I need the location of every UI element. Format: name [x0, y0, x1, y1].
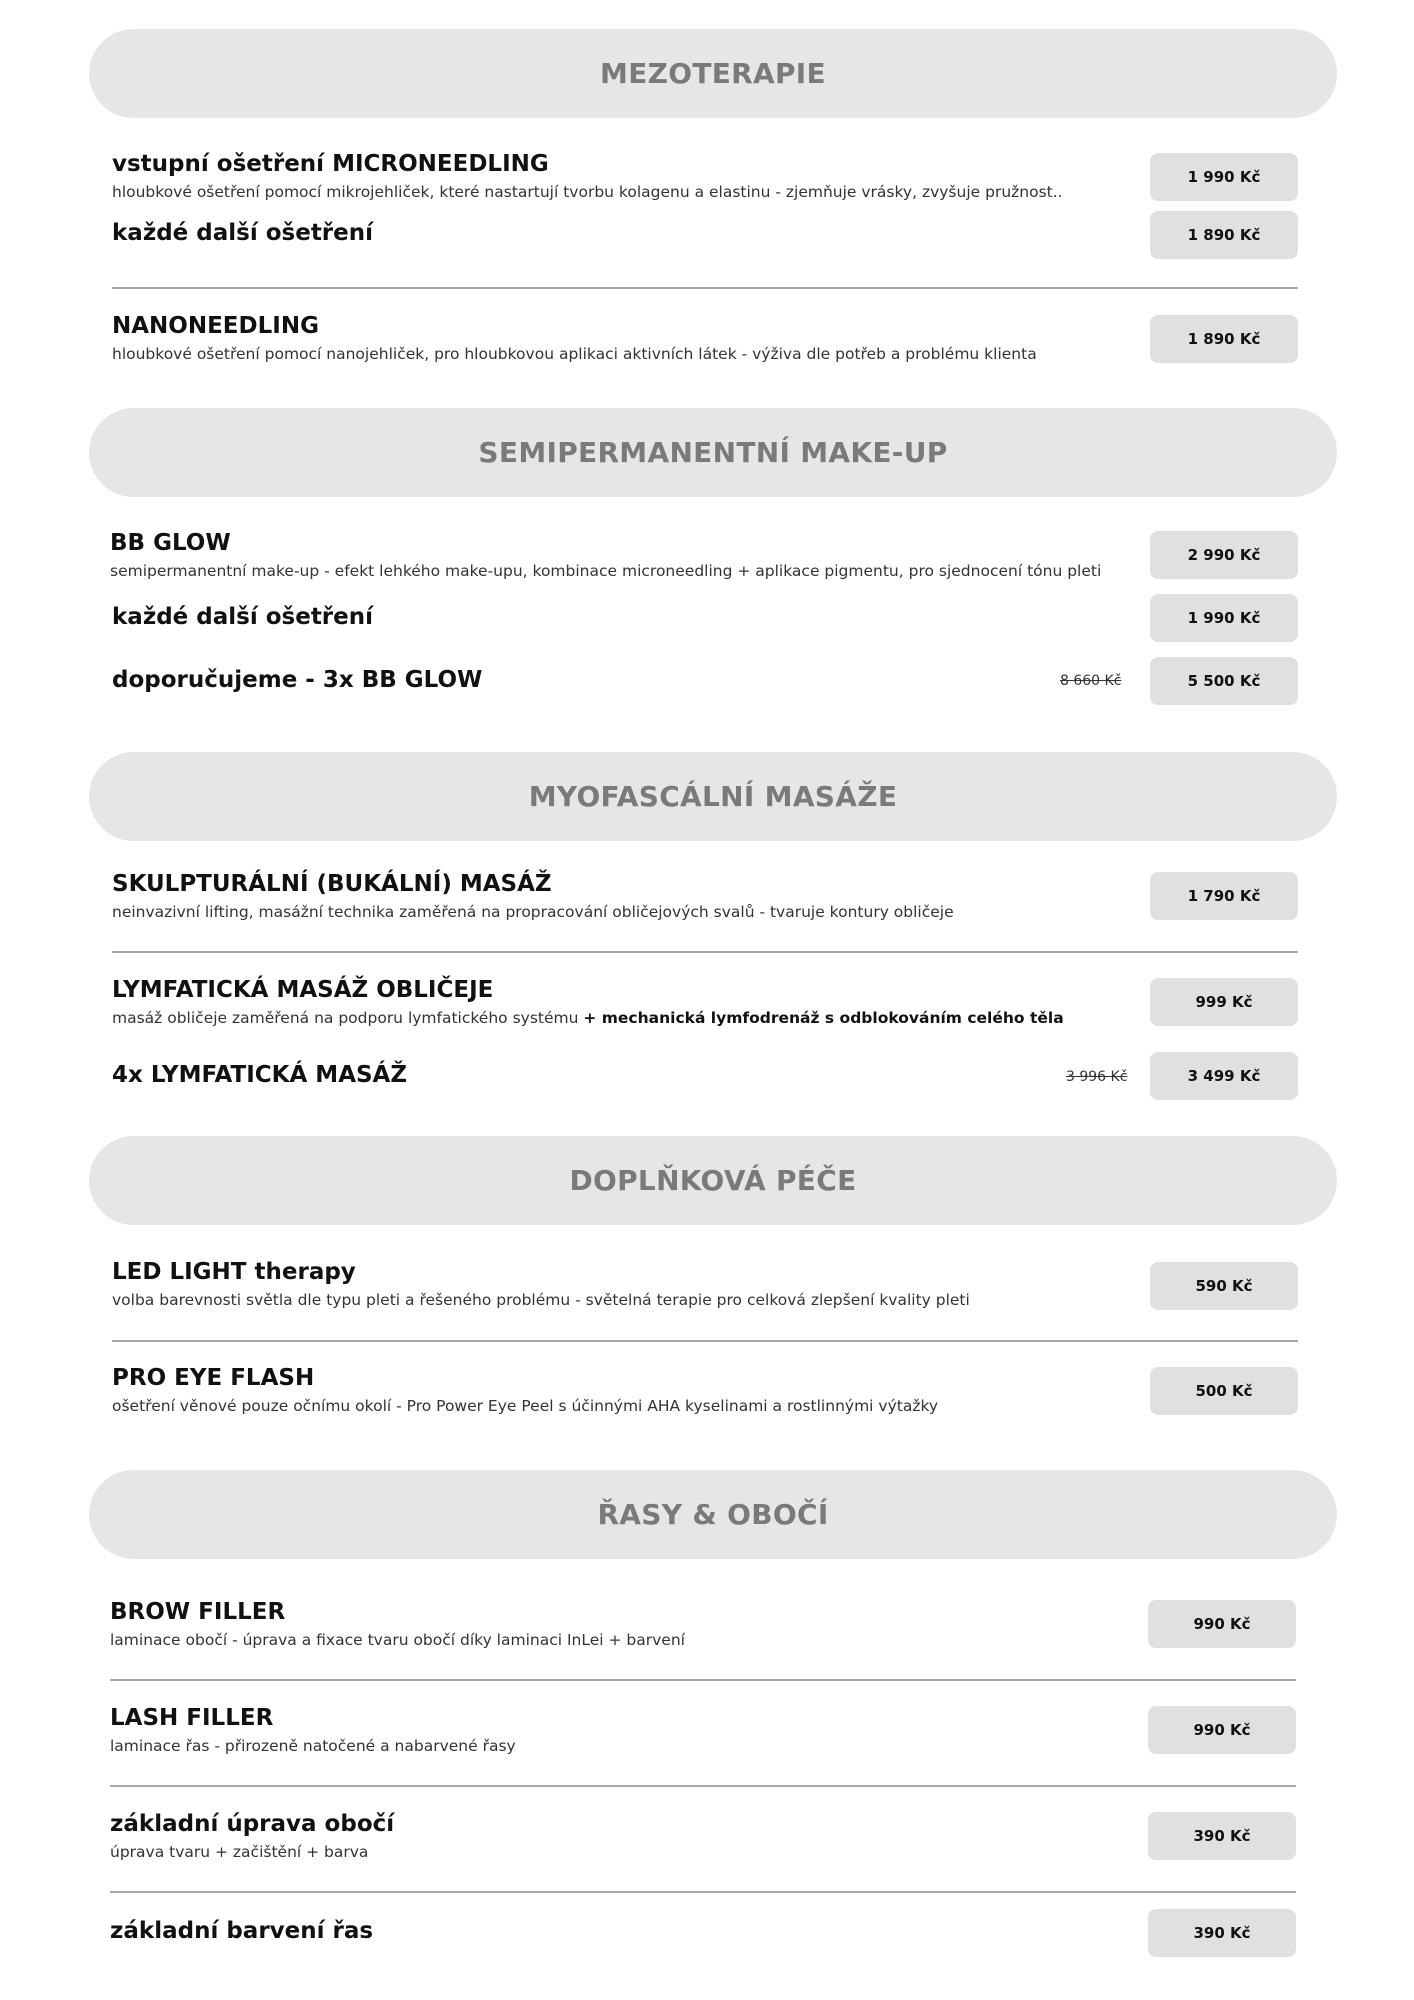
item-title-microneedling-next: každé další ošetření [112, 220, 374, 246]
section-title: MEZOTERAPIE [600, 57, 826, 90]
price-badge-lash-basic: 390 Kč [1148, 1909, 1296, 1957]
section-title: SEMIPERMANENTNÍ MAKE-UP [478, 436, 948, 469]
price-badge-brow-basic: 390 Kč [1148, 1812, 1296, 1860]
price-badge-pro-eye-flash: 500 Kč [1150, 1367, 1298, 1415]
price-badge-nanoneedling: 1 890 Kč [1150, 315, 1298, 363]
item-title-brow-filler: BROW FILLER [110, 1599, 286, 1625]
divider [110, 1785, 1296, 1787]
item-desc-nanoneedling: hloubkové ošetření pomocí nanojehliček, pro hloubkovou aplikaci aktivních látek - výživa dle potřeb a problému klienta [112, 345, 1037, 363]
item-title-nanoneedling: NANONEEDLING [112, 313, 319, 339]
item-title-led-light: LED LIGHT therapy [112, 1259, 356, 1285]
old-price-bb-glow-3x: 8 660 Kč [1060, 673, 1122, 689]
item-desc-lash-filler: laminace řas - přirozeně natočené a nabarvené řasy [110, 1737, 516, 1755]
price-badge-lymphatic-massage: 999 Kč [1150, 978, 1298, 1026]
divider [112, 287, 1298, 289]
item-title-brow-basic: základní úprava obočí [110, 1811, 395, 1837]
item-desc-sculptural-massage: neinvazivní lifting, masážní technika zaměřená na propracování obličejových svalů - tvaruje kontury obličeje [112, 903, 954, 921]
section-title: DOPLŇKOVÁ PÉČE [569, 1164, 857, 1197]
price-badge-lash-filler: 990 Kč [1148, 1706, 1296, 1754]
divider [112, 1340, 1298, 1342]
price-badge-bb-glow-3x: 5 500 Kč [1150, 657, 1298, 705]
item-title-microneedling: vstupní ošetření MICRONEEDLING [112, 151, 549, 177]
item-desc-text: masáž obličeje zaměřená na podporu lymfatického systému [112, 1009, 579, 1027]
section-title: ŘASY & OBOČÍ [597, 1498, 829, 1531]
item-title-bb-glow-3x: doporučujeme - 3x BB GLOW [112, 667, 483, 693]
section-header-additional-care [89, 1136, 1337, 1225]
divider [110, 1679, 1296, 1681]
item-desc-brow-basic: úprava tvaru + začištění + barva [110, 1843, 369, 1861]
section-header-semipermanent-makeup [89, 408, 1337, 497]
item-title-bb-glow: BB GLOW [110, 530, 231, 556]
item-desc-brow-filler: laminace obočí - úprava a fixace tvaru obočí díky laminaci InLei + barvení [110, 1631, 685, 1649]
item-title-lash-filler: LASH FILLER [110, 1705, 274, 1731]
section-header-lashes-brows [89, 1470, 1337, 1559]
price-badge-brow-filler: 990 Kč [1148, 1600, 1296, 1648]
price-badge-lymphatic-massage-4x: 3 499 Kč [1150, 1052, 1298, 1100]
price-badge-sculptural-massage: 1 790 Kč [1150, 872, 1298, 920]
price-badge-microneedling-next: 1 890 Kč [1150, 211, 1298, 259]
item-title-lymphatic-massage-4x: 4x LYMFATICKÁ MASÁŽ [112, 1062, 408, 1088]
section-header-myofascial-massage [89, 752, 1337, 841]
item-title-lash-basic: základní barvení řas [110, 1918, 374, 1944]
price-badge-led-light: 590 Kč [1150, 1262, 1298, 1310]
old-price-lymphatic-massage-4x: 3 996 Kč [1066, 1069, 1128, 1085]
item-desc-led-light: volba barevnosti světla dle typu pleti a řešeného problému - světelná terapie pro celková zlepšení kvality pleti [112, 1291, 970, 1309]
item-desc-microneedling: hloubkové ošetření pomocí mikrojehliček, které nastartují tvorbu kolagenu a elastinu - zjemňuje vrásky, zvyšuje pružnost.. [112, 183, 1063, 201]
divider [112, 951, 1298, 953]
section-title: MYOFASCÁLNÍ MASÁŽE [528, 780, 898, 813]
item-title-lymphatic-massage: LYMFATICKÁ MASÁŽ OBLIČEJE [112, 977, 494, 1003]
item-desc-bold-text: + mechanická lymfodrenáž s odblokováním celého těla [583, 1009, 1064, 1027]
item-title-sculptural-massage: SKULPTURÁLNÍ (BUKÁLNÍ) MASÁŽ [112, 871, 552, 897]
price-badge-microneedling: 1 990 Kč [1150, 153, 1298, 201]
price-badge-bb-glow-next: 1 990 Kč [1150, 594, 1298, 642]
item-title-bb-glow-next: každé další ošetření [112, 604, 374, 630]
item-desc-bb-glow: semipermanentní make-up - efekt lehkého make-upu, kombinace microneedling + aplikace pigmentu, pro sjednocení tónu pleti [110, 562, 1102, 580]
item-desc-pro-eye-flash: ošetření věnové pouze očnímu okolí - Pro Power Eye Peel s účinnými AHA kyselinami a rostlinnými výtažky [112, 1397, 939, 1415]
price-badge-bb-glow: 2 990 Kč [1150, 531, 1298, 579]
divider [110, 1891, 1296, 1893]
item-desc-lymphatic-massage [112, 1009, 1064, 1027]
section-header-mezoterapie [89, 29, 1337, 118]
item-title-pro-eye-flash: PRO EYE FLASH [112, 1365, 315, 1391]
